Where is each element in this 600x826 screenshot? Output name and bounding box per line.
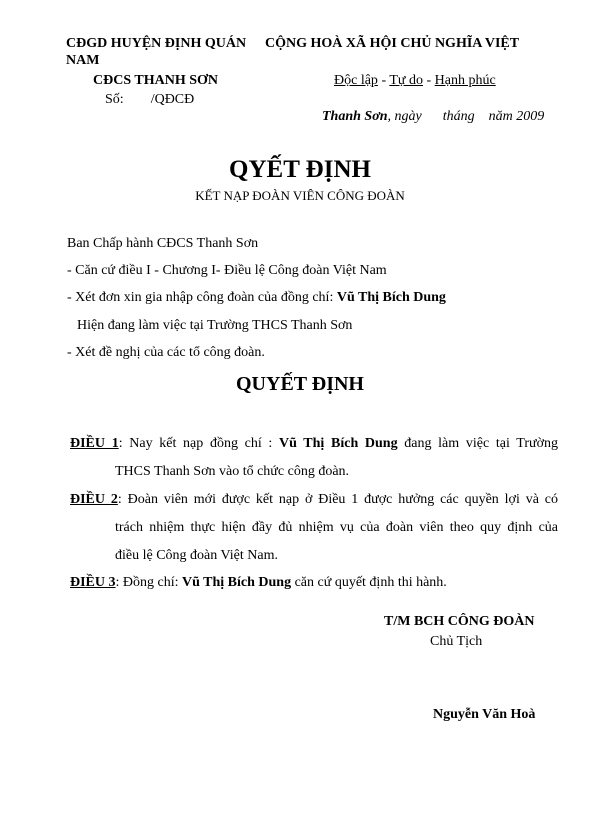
- article-3: [70, 569, 558, 597]
- number-label: Số:: [105, 92, 124, 107]
- signature-role: Chủ Tịch: [430, 634, 483, 649]
- article-2-cont-2: điều lệ Công đoàn Việt Nam.: [115, 548, 278, 563]
- page-subtitle: KẾT NẠP ĐOÀN VIÊN CÔNG ĐOÀN: [195, 188, 405, 203]
- member-name: Vũ Thị Bích Dung: [336, 290, 446, 305]
- article-1-line-1: ĐIỀU 1: Nay kết nạp đồng chí : Vũ Thị Bích Dung đang làm việc tại Trường: [70, 436, 558, 451]
- signature-name: Nguyễn Văn Hoà: [433, 707, 536, 722]
- nation-line-wrap: NAM: [66, 53, 100, 68]
- article-1-label: ĐIỀU 1: [70, 436, 119, 451]
- article-1: [70, 430, 558, 486]
- article-3-line-1: ĐIỀU 3: Đồng chí: Vũ Thị Bích Dung căn cứ quyết định thi hành.: [70, 575, 447, 590]
- motto: Độc lập - Tự do - Hạnh phúc: [334, 73, 496, 88]
- motto-word-1: Độc lập: [334, 73, 378, 88]
- motto-word-3: Hạnh phúc: [434, 73, 496, 88]
- decision-heading: QUYẾT ĐỊNH: [236, 373, 364, 395]
- nation-line-1: CỘNG HOÀ XÃ HỘI CHỦ NGHĨA VIỆT: [265, 36, 520, 51]
- motto-word-2: Tự do: [389, 73, 423, 88]
- article-1-cont: THCS Thanh Sơn vào tổ chức công đoàn.: [115, 464, 350, 479]
- org-line-1: CĐGD HUYỆN ĐỊNH QUÁN: [66, 36, 247, 51]
- article-2-line-1: ĐIỀU 2: Đoàn viên mới được kết nạp ở Điều 1 được hưởng các quyền lợi và có: [70, 492, 558, 507]
- org-line-2: CĐCS THANH SƠN: [93, 73, 218, 88]
- basis-line-2-cont: Hiện đang làm việc tại Trường THCS Thanh Sơn: [77, 318, 353, 333]
- signature-on-behalf: T/M BCH CÔNG ĐOÀN: [384, 614, 535, 629]
- page-title: QYẾT ĐỊNH: [229, 156, 371, 183]
- article-3-label: ĐIỀU 3: [70, 575, 116, 590]
- basis-line-1: - Căn cứ điều I - Chương I- Điều lệ Công đoàn Việt Nam: [67, 263, 387, 278]
- place-name: Thanh Sơn: [322, 109, 388, 124]
- decision-number: [105, 92, 194, 108]
- basis-line-3: - Xét đề nghị của các tổ công đoàn.: [67, 345, 265, 360]
- article-2-cont-1: trách nhiệm thực hiện đầy đủ nhiệm vụ của đoàn viên theo quy định của: [115, 520, 558, 535]
- number-suffix: /QĐCĐ: [150, 92, 195, 107]
- article-2-label: ĐIỀU 2: [70, 492, 118, 507]
- article-2: [70, 486, 558, 570]
- place-date: [322, 109, 544, 125]
- date-text: , ngày tháng năm 2009: [387, 109, 545, 124]
- basis-line-2: - Xét đơn xin gia nhập công đoàn của đồng chí: Vũ Thị Bích Dung: [67, 290, 446, 305]
- authority-line: Ban Chấp hành CĐCS Thanh Sơn: [67, 236, 259, 251]
